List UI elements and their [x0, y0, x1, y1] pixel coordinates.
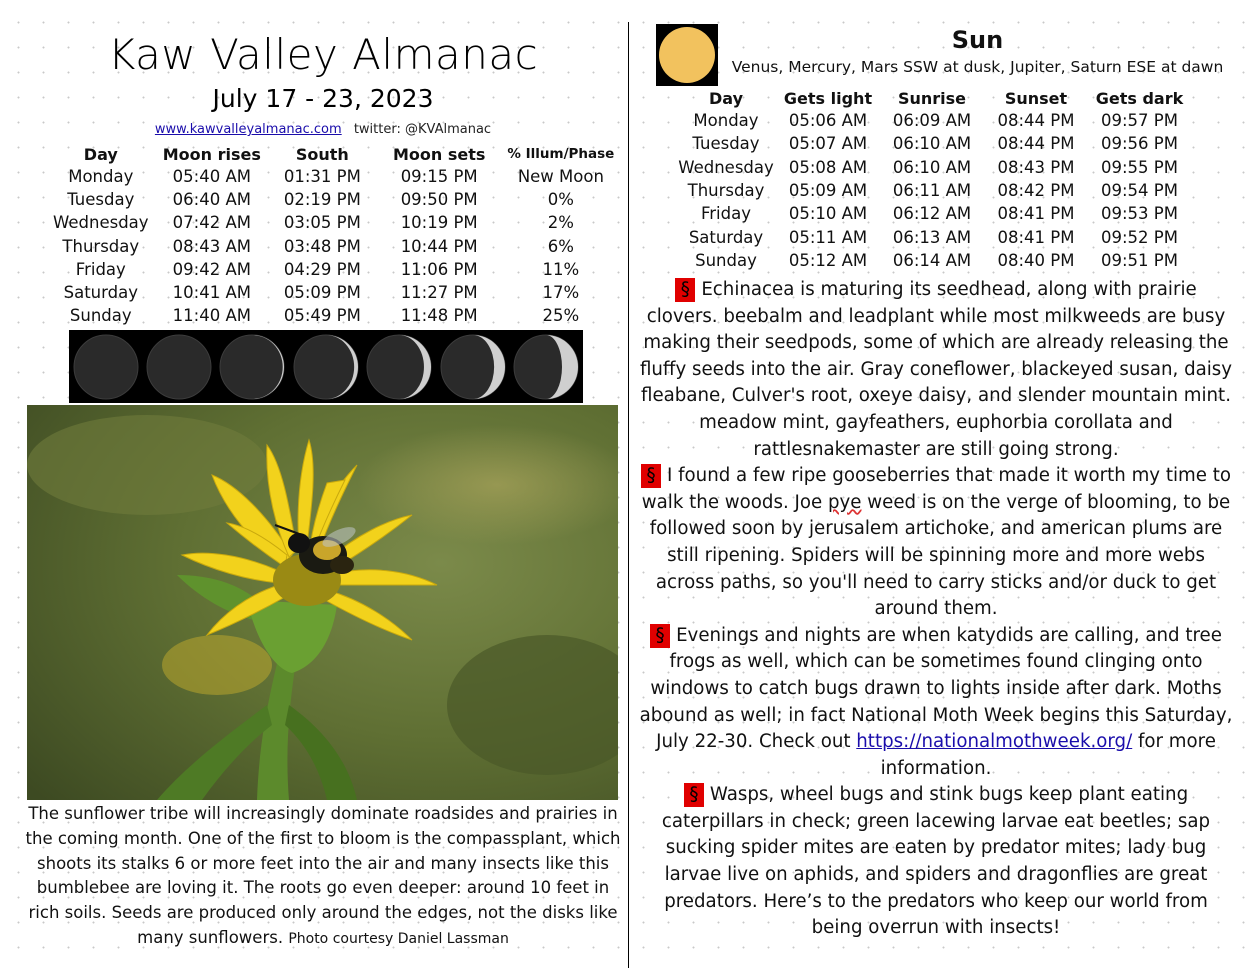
- sun-cell-sunset: 08:43 PM: [997, 157, 1075, 177]
- moon-cell-south: 02:19 PM: [283, 190, 361, 210]
- moon-cell-rises: 07:42 AM: [172, 213, 251, 233]
- moon-header-phase: % Illum/Phase: [507, 146, 615, 162]
- column-divider: [628, 22, 629, 968]
- sun-header-sunset: Sunset: [1004, 88, 1068, 108]
- note-text: for more information.: [880, 731, 1216, 779]
- table-row: [45, 281, 621, 304]
- photo-credit: Photo courtesy Daniel Lassman: [288, 930, 509, 947]
- sun-icon: [656, 24, 718, 86]
- sun-cell-gets-light: 05:11 AM: [788, 227, 868, 247]
- moon-icon: [511, 332, 581, 402]
- moon-cell-south: 03:48 PM: [283, 236, 361, 256]
- section-mark-icon: §: [641, 464, 661, 488]
- sun-cell-sunset: 08:41 PM: [997, 227, 1075, 247]
- sun-cell-gets-dark: 09:54 PM: [1101, 181, 1178, 201]
- moon-phase-7: [509, 330, 582, 403]
- sun-cell-gets-light: 05:12 AM: [788, 250, 868, 270]
- moon-cell-sets: 10:19 PM: [400, 213, 478, 233]
- moon-table-header: [45, 143, 621, 165]
- sun-cell-gets-dark: 09:57 PM: [1101, 111, 1178, 131]
- moon-cell-south: 05:09 PM: [283, 283, 361, 303]
- moon-phase-6: [436, 330, 509, 403]
- sun-cell-day: Sunday: [695, 250, 757, 270]
- moon-cell-sets: 09:50 PM: [400, 190, 478, 210]
- section-mark-icon: §: [650, 624, 670, 648]
- moon-icon: [438, 332, 508, 402]
- sun-header-day: Day: [708, 88, 743, 108]
- note-paragraph: [638, 463, 1234, 623]
- sun-table: [676, 87, 1191, 272]
- table-row: [45, 304, 621, 327]
- sun-cell-sunset: 08:41 PM: [997, 204, 1075, 224]
- moon-phase-2: [142, 330, 215, 403]
- moon-cell-sets: 11:06 PM: [400, 259, 478, 279]
- moon-cell-day: Thursday: [62, 236, 140, 256]
- sun-cell-gets-light: 05:08 AM: [788, 157, 868, 177]
- moon-cell-day: Tuesday: [67, 190, 135, 210]
- table-row: [676, 179, 1191, 202]
- moon-icon: [71, 332, 141, 402]
- page-title: Kaw Valley Almanac: [107, 30, 539, 79]
- almanac-notes: [638, 277, 1234, 942]
- note-text: Wasps, wheel bugs and stink bugs keep plant eating caterpillars in check; green lacewing larvae eat beetles; sap sucking spider mites are eaten by predator mites; lady bug larvae live on aphids, and spiders and dragonflies are great predators. Here’s to the predators who keep our world from being overrun with insects!: [661, 784, 1211, 939]
- table-row: [45, 211, 621, 234]
- sun-cell-sunrise: 06:09 AM: [892, 111, 972, 131]
- moon-cell-rises: 11:40 AM: [172, 306, 251, 326]
- moon-cell-sets: 10:44 PM: [400, 236, 478, 256]
- moon-cell-phase: 2%: [547, 213, 574, 233]
- sun-cell-gets-dark: 09:53 PM: [1101, 204, 1178, 224]
- sun-cell-gets-dark: 09:51 PM: [1101, 250, 1178, 270]
- moon-phase-5: [363, 330, 436, 403]
- moon-cell-rises: 05:40 AM: [172, 167, 251, 187]
- moon-cell-rises: 08:43 AM: [172, 236, 251, 256]
- sun-cell-gets-light: 05:09 AM: [788, 181, 868, 201]
- sun-cell-gets-light: 05:06 AM: [788, 111, 868, 131]
- moon-header-rises: Moon rises: [162, 144, 261, 164]
- planets-line: Venus, Mercury, Mars SSW at dusk, Jupiter, Saturn ESE at dawn: [731, 58, 1224, 76]
- moon-cell-rises: 10:41 AM: [172, 283, 251, 303]
- sun-cell-sunrise: 06:11 AM: [892, 181, 972, 201]
- sun-cell-sunset: 08:44 PM: [997, 111, 1075, 131]
- links-line: [25, 122, 621, 137]
- moon-dark-disk: [74, 335, 138, 399]
- table-row: [45, 235, 621, 258]
- sun-header-gets-dark: Gets dark: [1095, 88, 1184, 108]
- sun-cell-day: Tuesday: [692, 134, 760, 154]
- sun-cell-sunset: 08:44 PM: [997, 134, 1075, 154]
- moon-cell-phase: 11%: [542, 259, 580, 279]
- sun-cell-sunset: 08:40 PM: [997, 250, 1075, 270]
- moon-cell-phase: 25%: [542, 306, 580, 326]
- sun-heading: Sun: [951, 26, 1004, 54]
- sun-cell-gets-light: 05:07 AM: [788, 134, 868, 154]
- table-row: [676, 156, 1191, 179]
- table-row: [45, 165, 621, 188]
- moon-header-day: Day: [83, 144, 118, 164]
- moon-cell-sets: 11:48 PM: [400, 306, 478, 326]
- table-row: [676, 225, 1191, 248]
- date-range: July 17 - 23, 2023: [212, 84, 434, 113]
- moth-week-link[interactable]: https://nationalmothweek.org/: [856, 731, 1133, 753]
- sun-cell-day: Friday: [700, 204, 751, 224]
- moon-cell-sets: 11:27 PM: [400, 283, 478, 303]
- moon-icon: [291, 332, 361, 402]
- moon-phase-strip: [69, 330, 583, 403]
- moon-cell-day: Sunday: [69, 306, 132, 326]
- sun-cell-sunrise: 06:10 AM: [892, 157, 972, 177]
- note-text: Evenings and nights are when katydids are calling, and tree frogs as well, which can be sometimes found clinging onto windows to catch bugs drawn to lights inside after dark. Moths abound as well; in fact National Moth Week begins this Saturday, July 22-30. Check out: [639, 624, 1233, 753]
- note-paragraph: [638, 277, 1234, 463]
- sun-cell-day: Thursday: [687, 181, 765, 201]
- moon-cell-south: 04:29 PM: [283, 259, 361, 279]
- moon-cell-day: Monday: [68, 167, 134, 187]
- moon-header-sets: Moon sets: [392, 144, 486, 164]
- moon-cell-phase: 0%: [547, 190, 574, 210]
- moon-icon: [144, 332, 214, 402]
- bumblebee-compassplant-photo: [27, 405, 618, 800]
- sun-cell-day: Saturday: [688, 227, 764, 247]
- table-row: [676, 132, 1191, 155]
- sun-header-gets-light: Gets light: [783, 88, 873, 108]
- website-link[interactable]: www.kawvalleyalmanac.com: [154, 122, 342, 137]
- moon-cell-south: 01:31 PM: [283, 167, 361, 187]
- caption-text: The sunflower tribe will increasingly dominate roadsides and prairies in the coming month. One of the first to bloom is the compassplant, which shoots its stalks 6 or more feet into the air and many insects like this bumblebee are loving it. The roots go even deeper: around 10 feet in rich soils. Seeds are produced only around the edges, not the disks like many sunflowers.: [25, 804, 621, 947]
- table-row: [45, 258, 621, 281]
- sun-cell-day: Wednesday: [678, 157, 774, 177]
- photo-caption: [25, 802, 621, 952]
- sun-cell-gets-dark: 09:52 PM: [1101, 227, 1178, 247]
- table-row: [676, 249, 1191, 272]
- note-text: I found a few ripe gooseberries that made it worth my time to walk the woods. Joe: [641, 465, 1231, 513]
- moon-cell-sets: 09:15 PM: [400, 167, 478, 187]
- moon-cell-day: Friday: [75, 259, 126, 279]
- sun-cell-sunrise: 06:12 AM: [892, 204, 972, 224]
- sun-cell-gets-light: 05:10 AM: [788, 204, 868, 224]
- moon-cell-rises: 06:40 AM: [172, 190, 251, 210]
- moon-cell-phase: New Moon: [517, 167, 604, 187]
- table-row: [45, 188, 621, 211]
- moon-cell-south: 03:05 PM: [283, 213, 361, 233]
- note-text: weed is on the verge of blooming, to be followed soon by jerusalem artichoke, and american plums are still ripening. Spiders will be spinning more and more webs across paths, so you'll need to carry sticks and/or duck to get around them.: [649, 491, 1231, 620]
- moon-cell-phase: 6%: [547, 236, 574, 256]
- section-mark-icon: §: [675, 278, 695, 302]
- moon-phase-3: [216, 330, 289, 403]
- moon-cell-phase: 17%: [542, 283, 580, 303]
- moon-phase-1: [69, 330, 142, 403]
- note-text-flagged: pye: [827, 491, 862, 513]
- moon-cell-rises: 09:42 AM: [172, 259, 251, 279]
- note-paragraph: [638, 623, 1234, 783]
- moon-icon: [364, 332, 434, 402]
- moon-cell-day: Wednesday: [53, 213, 149, 233]
- note-paragraph: [638, 782, 1234, 942]
- sun-cell-sunrise: 06:13 AM: [892, 227, 972, 247]
- sun-cell-gets-dark: 09:56 PM: [1101, 134, 1178, 154]
- moon-phase-4: [289, 330, 362, 403]
- sun-header-sunrise: Sunrise: [897, 88, 967, 108]
- moon-cell-south: 05:49 PM: [283, 306, 361, 326]
- sun-cell-sunset: 08:42 PM: [997, 181, 1075, 201]
- moon-table: [45, 143, 621, 327]
- sun-cell-sunrise: 06:14 AM: [892, 250, 972, 270]
- moon-header-south: South: [295, 144, 349, 164]
- moon-icon: [217, 332, 287, 402]
- section-mark-icon: §: [684, 783, 704, 807]
- sun-cell-sunrise: 06:10 AM: [892, 134, 972, 154]
- table-row: [676, 202, 1191, 225]
- twitter-handle: twitter: @KVAlmanac: [353, 122, 492, 137]
- table-row: [676, 109, 1191, 132]
- moon-dark-disk: [147, 335, 211, 399]
- sun-cell-day: Monday: [693, 111, 759, 131]
- moon-cell-day: Saturday: [63, 283, 138, 303]
- note-text: Echinacea is maturing its seedhead, along with prairie clovers. beebalm and leadplant while most milkweeds are busy making their seedpods, some of which are already releasing the fluffy seeds into the air. Gray coneflower, blackeyed susan, daisy fleabane, Culver's root, oxeye daisy, and slender mountain mint. meadow mint, gayfeathers, euphorbia corollata and rattlesnakemaster are still going strong.: [639, 279, 1233, 460]
- sun-table-header: [676, 87, 1191, 109]
- sun-cell-gets-dark: 09:55 PM: [1101, 157, 1178, 177]
